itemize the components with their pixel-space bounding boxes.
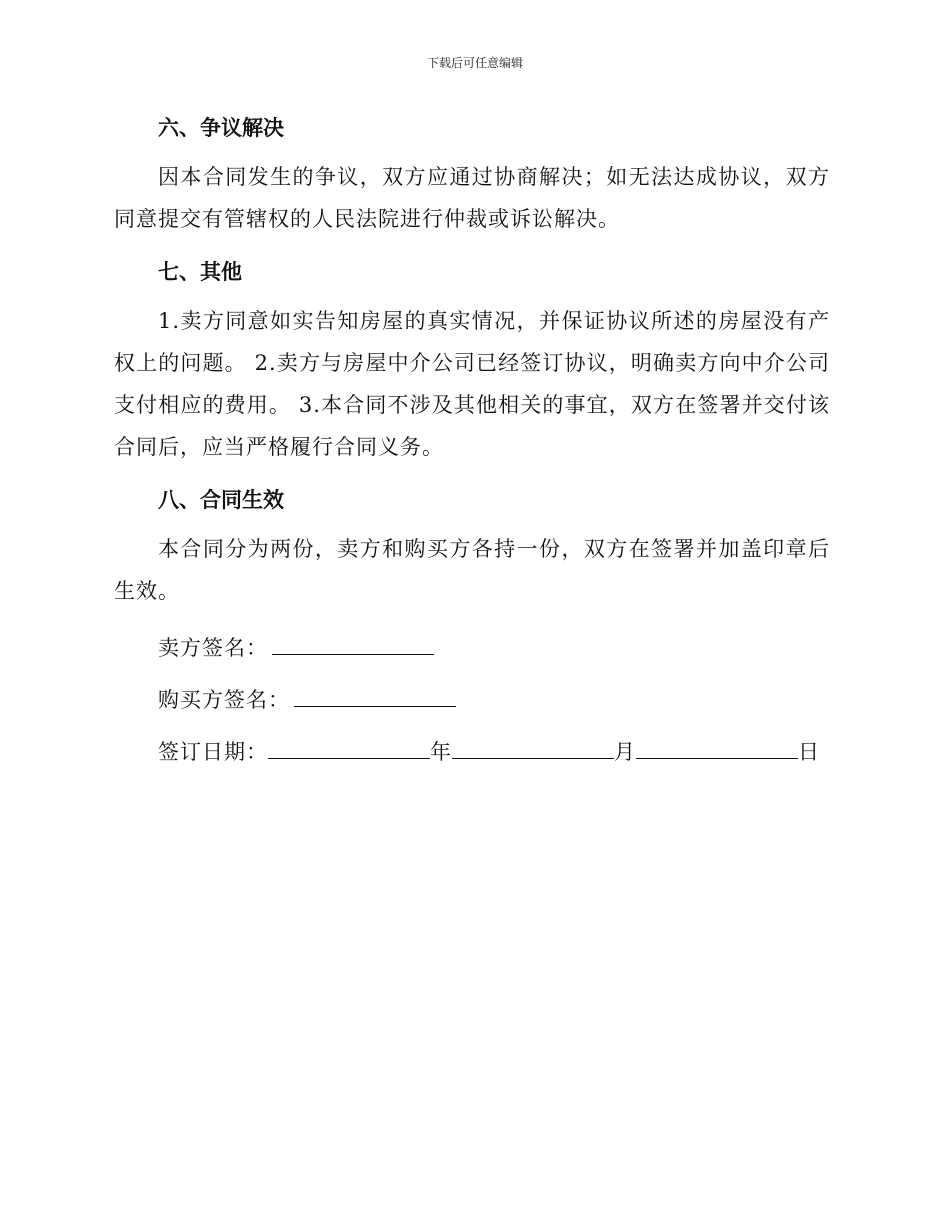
section-6-paragraph: 因本合同发生的争议，双方应通过协商解决；如无法达成协议，双方同意提交有管辖权的人民法院进行仲裁或诉讼解决。 xyxy=(114,165,830,231)
buyer-signature-blank xyxy=(294,686,456,707)
buyer-signature-row xyxy=(114,684,830,716)
seller-signature-blank xyxy=(272,634,434,655)
section-8-title: 八、合同生效 xyxy=(158,487,284,512)
month-blank xyxy=(452,738,614,759)
section-6-title: 六、争议解决 xyxy=(158,115,284,140)
buyer-signature-label: 购买方签名： xyxy=(158,688,290,712)
day-blank xyxy=(636,738,798,759)
signing-date-label: 签订日期： xyxy=(158,740,268,764)
page-header: 下载后可任意编辑 xyxy=(426,56,523,70)
year-blank xyxy=(268,738,430,759)
month-label: 月 xyxy=(614,740,636,764)
section-7-paragraph: 1.卖方同意如实告知房屋的真实情况，并保证协议所述的房屋没有产权上的问题。 2.卖方与房屋中介公司已经签订协议，明确卖方向中介公司支付相应的费用。 3.本合同不涉及其他相关的事宜，双方在签署并交付该合同后，应当严格履行合同义务。 xyxy=(114,309,830,459)
seller-signature-label: 卖方签名： xyxy=(158,636,268,660)
seller-signature-row xyxy=(114,632,830,664)
year-label: 年 xyxy=(430,740,452,764)
document-body xyxy=(114,112,830,768)
section-7-title: 七、其他 xyxy=(158,259,242,284)
signing-date-row xyxy=(114,736,830,768)
day-label: 日 xyxy=(798,740,820,764)
section-8-paragraph: 本合同分为两份，卖方和购买方各持一份，双方在签署并加盖印章后生效。 xyxy=(114,537,830,603)
